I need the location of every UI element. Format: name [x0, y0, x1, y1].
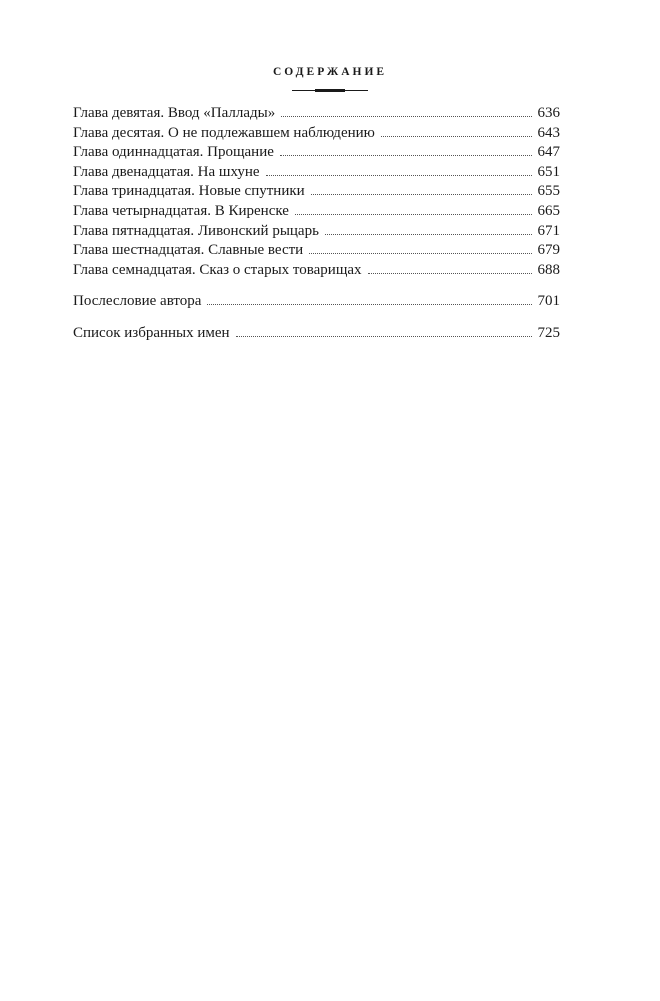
toc-entry-chapter-12: [73, 163, 560, 183]
toc-entry-chapter-9: [73, 104, 560, 124]
dot-leader: [266, 175, 532, 176]
dot-leader: [325, 234, 532, 235]
toc-entry-chapter-10: [73, 124, 560, 144]
dot-leader: [236, 336, 532, 337]
page-title: СОДЕРЖАНИЕ: [272, 66, 388, 78]
dot-leader: [368, 273, 532, 274]
dot-leader: [295, 214, 532, 215]
toc-entry-chapter-11: [73, 143, 560, 163]
toc-entry-title: Глава десятая. О не подлежавшем наблюдению: [73, 124, 375, 141]
section-spacer: [73, 312, 560, 324]
toc-entry-page: 647: [537, 144, 560, 161]
dot-leader: [207, 304, 531, 305]
table-of-contents: [73, 104, 560, 344]
toc-entry-page: 688: [537, 261, 560, 278]
toc-entry-names-index: [73, 324, 560, 344]
toc-entry-title: Глава девятая. Ввод «Паллады»: [73, 105, 276, 121]
toc-entry-page: 643: [537, 124, 560, 141]
toc-entry-title: Глава семнадцатая. Сказ о старых товарищах: [73, 261, 362, 278]
toc-entry-chapter-16: [73, 241, 560, 261]
dot-leader: [381, 136, 532, 137]
toc-entry-afterword: [73, 292, 560, 312]
toc-entry-title: Глава одиннадцатая. Прощание: [73, 144, 274, 161]
toc-entry-title: Глава четырнадцатая. В Киренске: [73, 202, 289, 219]
dot-leader: [280, 155, 532, 156]
toc-entry-chapter-17: [73, 261, 560, 281]
dot-leader: [281, 116, 531, 117]
toc-entry-title: Послесловие автора: [73, 293, 202, 310]
toc-entry-title: Глава двенадцатая. На шхуне: [73, 163, 260, 180]
section-spacer: [73, 280, 560, 292]
toc-entry-chapter-14: [73, 202, 560, 222]
toc-entry-title: Глава шестнадцатая. Славные вести: [73, 242, 304, 259]
toc-entry-chapter-13: [73, 182, 560, 202]
toc-entry-chapter-15: [73, 222, 560, 242]
toc-entry-page: 651: [537, 163, 560, 180]
title-ornament-rule: [292, 90, 368, 91]
dot-leader: [311, 194, 532, 195]
toc-entry-title: Глава тринадцатая. Новые спутники: [73, 183, 305, 200]
toc-entry-page: 671: [537, 222, 560, 239]
toc-entry-page: 725: [537, 324, 560, 341]
toc-entry-page: 665: [537, 202, 560, 219]
toc-entry-page: 655: [537, 183, 560, 200]
toc-entry-title: Глава пятнадцатая. Ливонский рыцарь: [73, 222, 319, 239]
dot-leader: [309, 253, 531, 254]
toc-entry-title: Список избранных имен: [73, 324, 230, 341]
toc-entry-page: 679: [537, 242, 560, 259]
toc-entry-page: 636: [537, 105, 560, 121]
toc-entry-page: 701: [537, 293, 560, 310]
